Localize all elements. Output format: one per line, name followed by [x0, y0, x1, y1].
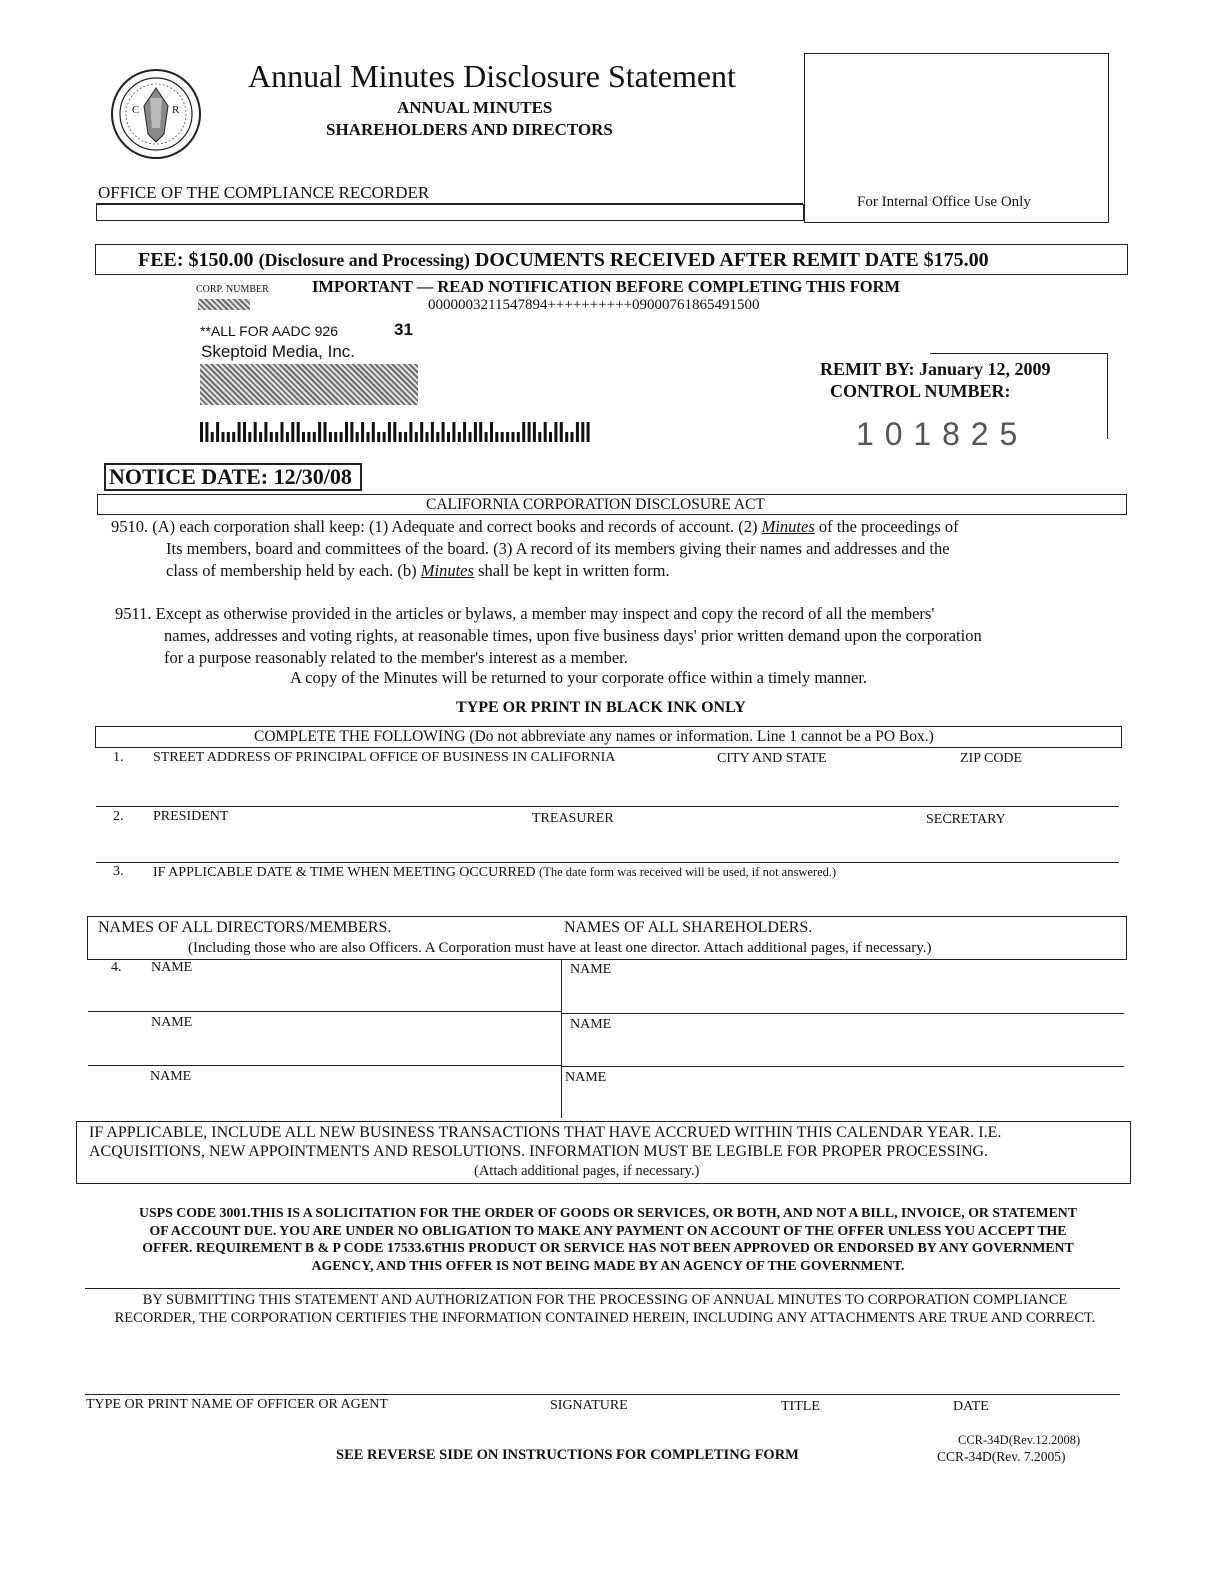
barcode-bar: [361, 422, 364, 442]
office-name: OFFICE OF THE COMPLIANCE RECORDER: [98, 183, 430, 202]
postal-barcode: [200, 420, 592, 442]
section-9511-line2: names, addresses and voting rights, at reasonable times, upon five business days' prior written demand upon the corporation: [164, 626, 982, 645]
officer-name-label: TYPE OR PRINT NAME OF OFFICER OR AGENT: [86, 1397, 388, 1412]
company-name: Skeptoid Media, Inc.: [201, 342, 356, 361]
barcode-bar: [587, 422, 590, 442]
transactions-line2: ACQUISITIONS, NEW APPOINTMENTS AND RESOLUTIONS. INFORMATION MUST BE LEGIBLE FOR PROPER PROCESSING.: [89, 1143, 989, 1160]
director-name-field-1[interactable]: [88, 978, 558, 1010]
barcode-bar: [334, 432, 337, 442]
act-title: CALIFORNIA CORPORATION DISCLOSURE ACT: [426, 496, 765, 513]
disclaimer-line3: OFFER. REQUIREMENT B & P CODE 17533.6THIS PRODUCT OR SERVICE HAS NOT BEEN APPROVED OR ENDORSED BY ANY GOVERNMENT: [142, 1240, 1074, 1255]
certify-line1: BY SUBMITTING THIS STATEMENT AND AUTHORIZATION FOR THE PROCESSING OF ANNUAL MINUTES TO CORPORATION COMPLIANCE: [142, 1292, 1068, 1308]
names-line-1-right: [561, 1013, 1124, 1014]
barcode-bar: [495, 432, 498, 442]
treasurer-label: TREASURER: [532, 811, 614, 826]
minutes-word: Minutes: [761, 517, 815, 536]
barcode-bar: [571, 432, 574, 442]
barcode-bar: [436, 432, 439, 442]
code-line: 0000003211547894++++++++++09000761865491500: [428, 297, 760, 313]
title-label: TITLE: [781, 1399, 820, 1414]
row1-line: [96, 806, 1119, 807]
barcode-bar: [227, 432, 230, 442]
barcode-bar: [544, 422, 547, 442]
meeting-date-note: (The date form was received will be used, if not answered.): [539, 865, 837, 879]
city-state-label: CITY AND STATE: [717, 751, 827, 766]
notice-date-text: NOTICE DATE: 12/30/08: [109, 464, 352, 489]
street-address-label: STREET ADDRESS OF PRINCIPAL OFFICE OF BUSINESS IN CALIFORNIA: [153, 750, 616, 765]
names-divider: [561, 960, 562, 1118]
certify-top-line: [85, 1288, 1120, 1289]
names-line-2-right: [561, 1066, 1124, 1067]
barcode-bar: [399, 432, 402, 442]
row1-input-area[interactable]: [96, 768, 1119, 806]
section-9510-line3a: class of membership held by each. (b): [166, 561, 417, 580]
barcode-bar: [469, 432, 472, 442]
barcode-bar: [302, 432, 305, 442]
remit-bracket-side: [1107, 353, 1108, 439]
barcode-bar: [485, 432, 488, 442]
names-header-box: [87, 916, 1127, 960]
section-9511-line1: 9511. Except as otherwise provided in the articles or bylaws, a member may inspect and copy the record of all the members': [115, 604, 935, 623]
seal-logo: [110, 68, 202, 160]
barcode-bar: [404, 432, 407, 442]
barcode-bar: [565, 432, 568, 442]
barcode-bar: [243, 422, 246, 442]
barcode-bar: [463, 422, 466, 442]
barcode-bar: [345, 422, 348, 442]
barcode-bar: [372, 422, 375, 442]
fee-banner: [95, 244, 1128, 275]
barcode-bar: [452, 422, 455, 442]
barcode-bar: [222, 432, 225, 442]
barcode-bar: [517, 432, 520, 442]
barcode-bar: [431, 422, 434, 442]
barcode-bar: [506, 432, 509, 442]
barcode-bar: [409, 422, 412, 442]
barcode-bar: [522, 422, 525, 442]
address-redacted: [200, 364, 418, 405]
ink-note: TYPE OR PRINT IN BLACK INK ONLY: [456, 699, 746, 716]
director-name-label-1: NAME: [151, 960, 193, 975]
subtitle-annual-minutes: ANNUAL MINUTES: [397, 98, 553, 117]
barcode-bar: [318, 422, 321, 442]
act-title-box: [97, 494, 1127, 515]
barcode-bar: [420, 422, 423, 442]
transactions-box[interactable]: [76, 1121, 1131, 1184]
barcode-bar: [560, 422, 563, 442]
section-9510-text-b: of the proceedings of: [818, 517, 959, 536]
certification: [80, 1291, 1130, 1327]
barcode-bar: [554, 422, 557, 442]
director-name-field-3[interactable]: [88, 1087, 558, 1117]
names-note: (Including those who are also Officers. A Corporation must have at least one director. Attach additional pages, if necessary.): [188, 940, 932, 956]
seal-letter-c: C: [132, 104, 140, 116]
title-field[interactable]: [775, 1345, 945, 1393]
barcode-bar: [388, 422, 391, 442]
row2-number: 2.: [113, 809, 124, 824]
section-9510: [111, 516, 1121, 582]
complete-heading: COMPLETE THE FOLLOWING (Do not abbreviate any names or information. Line 1 cannot be a PO Box.): [254, 728, 934, 745]
signature-label: SIGNATURE: [550, 1398, 628, 1413]
notice-date: [104, 463, 362, 491]
barcode-bar: [238, 422, 241, 442]
shareholder-name-field-3[interactable]: [564, 1088, 1124, 1118]
complete-heading-box: [95, 726, 1122, 748]
transactions-line3: (Attach additional pages, if necessary.): [474, 1163, 700, 1179]
barcode-bar: [297, 422, 300, 442]
subtitle-shareholders: SHAREHOLDERS AND DIRECTORS: [326, 120, 613, 139]
barcode-bar: [350, 422, 353, 442]
certify-line2: RECORDER, THE CORPORATION CERTIFIES THE INFORMATION CONTAINED HEREIN, INCLUDING ANY ATTACHMENTS ARE TRUE AND CORRECT.: [114, 1310, 1096, 1326]
barcode-bar: [581, 422, 584, 442]
remit-bracket-top: [930, 353, 1108, 354]
barcode-bar: [458, 432, 461, 442]
page-title: Annual Minutes Disclosure Statement: [248, 58, 736, 94]
control-number: 1 0 1 8 2 5: [856, 416, 1019, 452]
date-label: DATE: [953, 1399, 989, 1414]
form-revision-2: CCR-34D(Rev. 7.2005): [937, 1449, 1066, 1464]
barcode-bar: [426, 432, 429, 442]
seal-letter-r: R: [172, 104, 180, 116]
directors-heading: NAMES OF ALL DIRECTORS/MEMBERS.: [98, 919, 392, 936]
remit-by: REMIT BY: January 12, 2009: [820, 359, 1051, 379]
meeting-date-label: IF APPLICABLE DATE & TIME WHEN MEETING OCCURRED: [153, 865, 536, 880]
secretary-label: SECRETARY: [926, 812, 1006, 827]
names-line-2-left: [88, 1065, 561, 1066]
barcode-bar: [259, 432, 262, 442]
section-9510-text-a: (A) each corporation shall keep: (1) Adequate and correct books and records of account. (2): [152, 517, 758, 536]
barcode-bar: [479, 422, 482, 442]
aadc-line: **ALL FOR AADC 926: [200, 323, 338, 339]
president-label: PRESIDENT: [153, 809, 229, 824]
corp-number-redacted: [198, 299, 250, 310]
row4-number: 4.: [111, 960, 122, 975]
section-9510-number: 9510.: [111, 517, 149, 536]
usps-disclaimer: [88, 1204, 1128, 1274]
barcode-bar: [275, 432, 278, 442]
barcode-bar: [367, 432, 370, 442]
internal-use-label: For Internal Office Use Only: [857, 194, 1031, 210]
barcode-bar: [442, 422, 445, 442]
barcode-bar: [393, 422, 396, 442]
disclaimer-line4: AGENCY, AND THIS OFFER IS NOT BEING MADE BY AN AGENCY OF THE GOVERNMENT.: [311, 1257, 905, 1273]
fee-amount: FEE: $150.00: [138, 249, 254, 271]
shareholder-name-label-2: NAME: [570, 1017, 612, 1032]
barcode-bar: [490, 422, 493, 442]
row1-number: 1.: [113, 750, 124, 765]
shareholder-name-label-1: NAME: [570, 962, 612, 977]
row2-input-area[interactable]: [96, 828, 1119, 862]
barcode-bar: [324, 422, 327, 442]
section-9511: [115, 603, 1125, 669]
shareholder-name-field-1[interactable]: [564, 980, 1124, 1012]
row2-line: [96, 862, 1119, 863]
barcode-bar: [248, 432, 251, 442]
barcode-bar: [281, 422, 284, 442]
aadc-number: 31: [394, 320, 413, 339]
barcode-bar: [216, 422, 219, 442]
barcode-bar: [232, 432, 235, 442]
barcode-bar: [512, 432, 515, 442]
barcode-bar: [474, 422, 477, 442]
barcode-bar: [205, 422, 208, 442]
shareholders-heading: NAMES OF ALL SHAREHOLDERS.: [564, 919, 813, 936]
barcode-bar: [447, 432, 450, 442]
officer-name-field[interactable]: [85, 1345, 535, 1393]
barcode-bar: [533, 422, 536, 442]
disclaimer-line2: OF ACCOUNT DUE. YOU ARE UNDER NO OBLIGATION TO MAKE ANY PAYMENT ON ACCOUNT OF THE OFFER UNLESS YOU ACCEPT THE: [149, 1222, 1067, 1238]
barcode-bar: [254, 422, 257, 442]
disclaimer-line1: USPS CODE 3001.THIS IS A SOLICITATION FOR THE ORDER OF GOODS OR SERVICES, OR BOTH, AND NOT A BILL, INVOICE, OR STATEMENT: [139, 1205, 1077, 1220]
barcode-bar: [340, 432, 343, 442]
director-name-label-3: NAME: [150, 1069, 192, 1084]
signature-field[interactable]: [540, 1345, 770, 1393]
barcode-bar: [313, 432, 316, 442]
barcode-bar: [356, 432, 359, 442]
barcode-bar: [383, 432, 386, 442]
office-field[interactable]: [96, 204, 804, 221]
barcode-bar: [549, 432, 552, 442]
section-9510-line2: Its members, board and committees of the board. (3) A record of its members giving their names and addresses and the: [166, 539, 950, 558]
section-9511-line3: for a purpose reasonably related to the member's interest as a member.: [164, 648, 628, 667]
row3-input-area[interactable]: [96, 884, 1119, 914]
barcode-bar: [329, 432, 332, 442]
barcode-bar: [538, 432, 541, 442]
barcode-bar: [528, 422, 531, 442]
barcode-bar: [200, 422, 203, 442]
zip-code-label: ZIP CODE: [960, 751, 1023, 766]
internal-use-box: [804, 53, 1109, 223]
shareholder-name-label-3: NAME: [565, 1070, 607, 1085]
row3-number: 3.: [113, 864, 124, 879]
barcode-bar: [270, 432, 273, 442]
section-9510-line3b: shall be kept in written form.: [478, 561, 670, 580]
barcode-bar: [576, 422, 579, 442]
barcode-bar: [415, 432, 418, 442]
minutes-word-2: Minutes: [420, 561, 474, 580]
names-line-1-left: [88, 1011, 561, 1012]
barcode-bar: [264, 422, 267, 442]
form-revision-1: CCR-34D(Rev.12.2008): [958, 1433, 1081, 1447]
barcode-bar: [501, 432, 504, 442]
barcode-bar: [291, 422, 294, 442]
shareholder-name-field-2[interactable]: [564, 1035, 1124, 1067]
copy-note: A copy of the Minutes will be returned to your corporate office within a timely manner.: [290, 668, 868, 687]
barcode-bar: [211, 432, 214, 442]
barcode-bar: [377, 432, 380, 442]
barcode-bar: [307, 432, 310, 442]
corp-number-label: CORP. NUMBER: [196, 284, 269, 295]
signature-line: [85, 1394, 1120, 1395]
important-notice: IMPORTANT — READ NOTIFICATION BEFORE COMPLETING THIS FORM: [312, 277, 901, 296]
fee-purpose: (Disclosure and Processing): [258, 250, 470, 270]
director-name-field-2[interactable]: [88, 1033, 558, 1065]
transactions-line1: IF APPLICABLE, INCLUDE ALL NEW BUSINESS TRANSACTIONS THAT HAVE ACCRUED WITHIN THIS CALENDAR YEAR. I.E.: [89, 1124, 1002, 1141]
date-field[interactable]: [950, 1345, 1120, 1393]
control-number-label: CONTROL NUMBER:: [830, 381, 1011, 401]
director-name-label-2: NAME: [151, 1015, 193, 1030]
barcode-bar: [286, 432, 289, 442]
late-fee: DOCUMENTS RECEIVED AFTER REMIT DATE $175.00: [474, 249, 989, 271]
reverse-side-note: SEE REVERSE SIDE ON INSTRUCTIONS FOR COMPLETING FORM: [336, 1447, 799, 1463]
